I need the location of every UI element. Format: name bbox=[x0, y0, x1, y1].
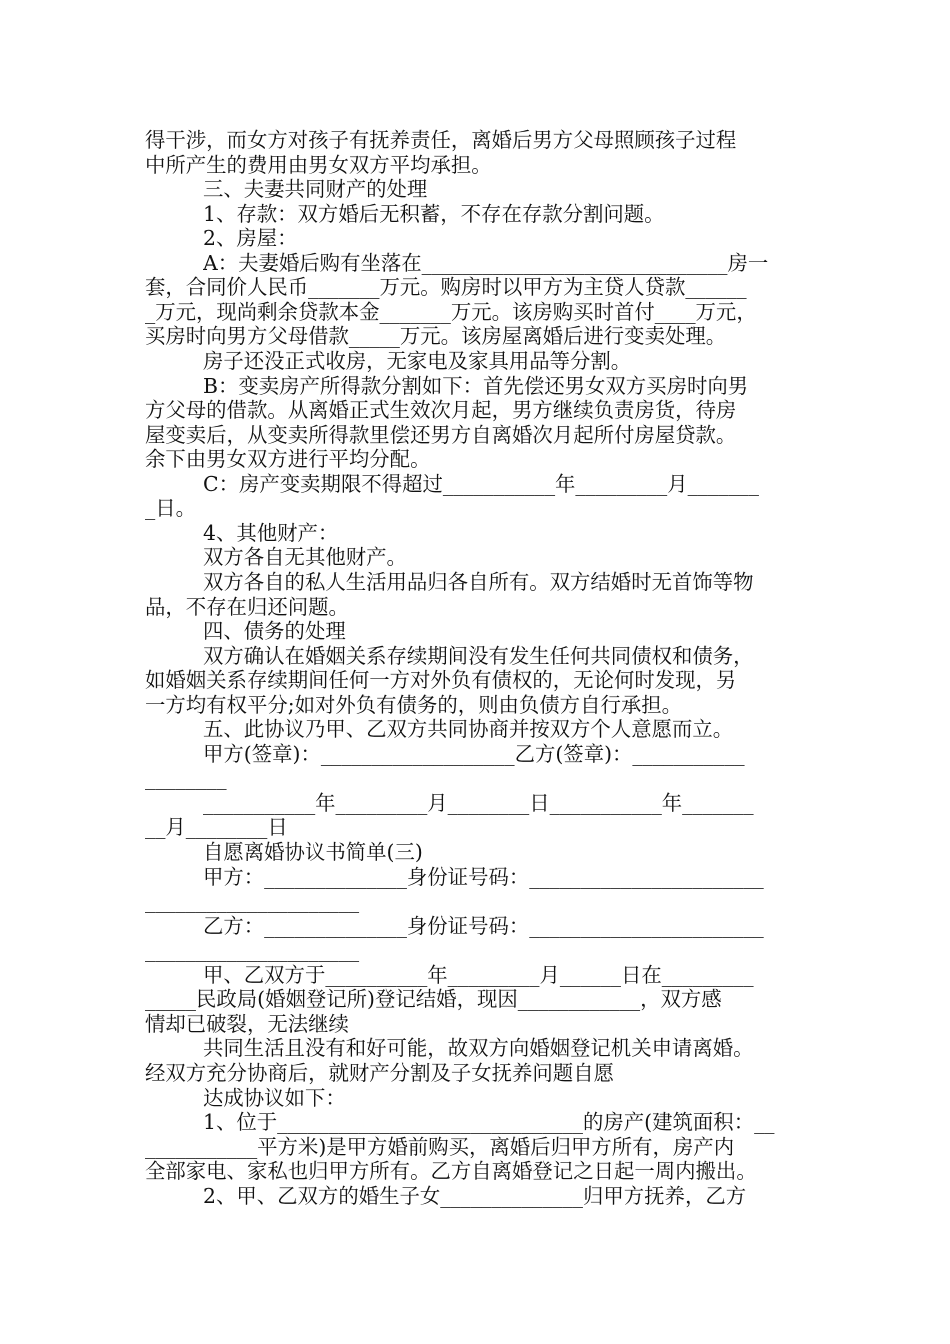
text-line: 1、存款：双方婚后无积蓄，不存在存款分割问题。 bbox=[203, 201, 665, 226]
text-line: 得干涉，而女方对孩子有抚养责任，离婚后男方父母照顾孩子过程 bbox=[145, 128, 737, 152]
text-line: 4、其他财产： bbox=[203, 520, 339, 545]
text-line: _万元，现尚剩余贷款本金_______万元。该房购买时首付____万元， bbox=[145, 299, 757, 324]
text-line: 如婚姻关系存续期间任何一方对外负有债权的，无论何时发现，另 bbox=[145, 668, 737, 693]
text-line: 买房时向男方父母借款_____万元。该房屋离婚后进行变卖处理。 bbox=[145, 324, 727, 349]
text-line: A：夫妻婚后购有坐落在______________________________房一 bbox=[203, 250, 769, 275]
text-line: ________ bbox=[145, 766, 227, 791]
text-line: 2、房屋： bbox=[203, 226, 298, 251]
text-line: 达成协议如下： bbox=[203, 1085, 346, 1110]
text-line: __月________日 bbox=[145, 815, 288, 840]
text-line: 双方各自的私人生活用品归各自所有。双方结婚时无首饰等物 bbox=[203, 569, 754, 594]
text-line: 一方均有权平分;如对外负有债务的，则由负债方自行承担。 bbox=[145, 692, 683, 717]
text-line: _____民政局(婚姻登记所)登记结婚，现因____________，双方感 bbox=[145, 987, 722, 1012]
text-line: _日。 bbox=[145, 496, 196, 521]
text-line: 共同生活且没有和好可能，故双方向婚姻登记机关申请离婚。 bbox=[203, 1036, 754, 1061]
text-line: 四、债务的处理 bbox=[203, 619, 346, 643]
text-line: 2、甲、乙双方的婚生子女______________归甲方抚养，乙方 bbox=[203, 1183, 747, 1208]
text-line: 房子还没正式收房，无家电及家具用品等分割。 bbox=[203, 349, 632, 373]
text-line: 全部家电、家私也归甲方所有。乙方自离婚登记之日起一周内搬出。 bbox=[145, 1159, 757, 1184]
text-line: 经双方充分协商后，就财产分割及子女抚养问题自愿 bbox=[145, 1060, 614, 1085]
text-line: 套，合同价人民币_______万元。购房时以甲方为主贷人贷款______ bbox=[145, 275, 747, 300]
text-line: _____________________ bbox=[145, 889, 360, 914]
text-line: 五、此协议乃甲、乙双方共同协商并按双方个人意愿而立。 bbox=[203, 717, 734, 742]
text-line: 品，不存在归还问题。 bbox=[145, 594, 349, 619]
text-line: 方父母的借款。从离婚正式生效次月起，男方继续负责房货，待房 bbox=[145, 398, 737, 423]
text-line: 双方各自无其他财产。 bbox=[203, 545, 407, 570]
text-line: 中所产生的费用由男女双方平均承担。 bbox=[145, 152, 492, 177]
text-line: 甲方：______________身份证号码：_______________________ bbox=[203, 864, 764, 889]
text-line: ___________平方米)是甲方婚前购买，离婚后归甲方所有，房产内 bbox=[145, 1134, 735, 1159]
text-line: 乙方：______________身份证号码：_______________________ bbox=[203, 913, 764, 938]
text-line: B：变卖房产所得款分割如下：首先偿还男女双方买房时向男 bbox=[203, 373, 749, 398]
text-line: 余下由男女双方进行平均分配。 bbox=[145, 447, 431, 472]
text-line: ___________年_________月________日___________年_______ bbox=[203, 790, 754, 815]
text-line: C：房产变卖期限不得超过___________年_________月_______ bbox=[203, 471, 759, 496]
text-line: 甲方(签章)：___________________乙方(签章)：___________ bbox=[203, 741, 745, 766]
text-line: 屋变卖后，从变卖所得款里偿还男方自离婚次月起所付房屋贷款。 bbox=[145, 422, 737, 447]
text-line: 自愿离婚协议书简单(三) bbox=[203, 840, 423, 864]
text-line: 情却已破裂，无法继续 bbox=[145, 1011, 349, 1036]
text-line: 双方确认在婚姻关系存续期间没有发生任何共同债权和债务， bbox=[203, 643, 754, 668]
text-line: 三、夫妻共同财产的处理 bbox=[203, 177, 428, 202]
text-line: 1、位于______________________________的房产(建筑面积：__ bbox=[203, 1110, 775, 1134]
text-line: _____________________ bbox=[145, 938, 360, 963]
text-line: 甲、乙双方于__________年_________月______日在_________ bbox=[203, 962, 754, 987]
